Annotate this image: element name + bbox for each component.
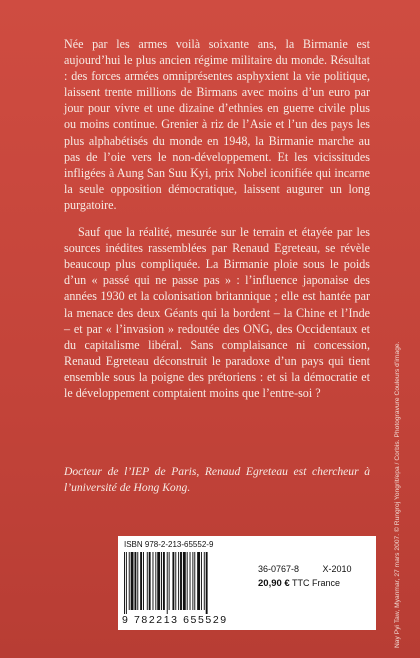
barcode-label [118, 536, 376, 630]
photo-credit: Nay Pyi Taw, Myanmar, 27 mars 2007. © Rungroj Yongrit/epa / Corbis. Photogravure Couleurs d’image. [394, 341, 401, 648]
edition-code: X-2010 [322, 564, 352, 574]
blurb [64, 36, 370, 401]
price: 20,90 € [258, 578, 290, 589]
blurb-paragraph-2: Sauf que la réalité, mesurée sur le terrain et étayée par les sources inédites rassemblées par Renaud Egreteau, se révèle beaucoup plus compliquée. La Birmanie ploie sous le poids d’un « passé qui ne passe pas » : l’influence japonaise des années 1930 et la colonisation britannique ; elle est hantée par la menace des deux Géants qui la bordent – la Chine et l’Inde – et par « l’invasion » redoutée des ONG, des Occidentaux et du capitalisme libéral. Sans complaisance ni concession, Renaud Egreteau déconstruit le paradoxe d’un pays qui tient ensemble sous la poigne des prétoriens : et si la démocratie et le développement comptaient moins que l’entre-soi ? [64, 225, 370, 400]
author-bio: Docteur de l’IEP de Paris, Renaud Egreteau est chercheur à l’université de Hong Kong. [64, 465, 370, 494]
product-code: 36-0767-8 [258, 564, 300, 574]
barcode-digits: 9 782213 655529 [122, 614, 228, 626]
isbn-text: ISBN 978-2-213-65552-9 [124, 540, 214, 549]
barcode-icon [124, 552, 240, 614]
blurb-sentence: Née par les armes voilà soixante ans, la Birmanie est aujourd’hui le plus ancien régime militaire du monde. Résultat : des forces armées omniprésentes asphyxient la vie politique, laissent trente millions de Birmans avec moins d’un euro par jour pour vivre et une dizaine d’ethnies en guerre civile plus ou moins continue. [64, 37, 370, 132]
blurb-sentence: Et les vicissitudes infligées à Aung San Suu Kyi, prix Nobel iconifiée qui incarne la seule opposition démocratique, laissent augurer un long purgatoire. [64, 149, 370, 212]
blurb-sentence: Grenier à riz de l’Asie et l’un des pays les plus alphabétisés du monde en 1948, la Birmanie marche au pas de l’oie vers le non-développement. [64, 117, 371, 164]
price-suffix: TTC France [292, 578, 341, 588]
blurb-paragraph-1 [64, 36, 370, 213]
price-info [258, 562, 352, 591]
